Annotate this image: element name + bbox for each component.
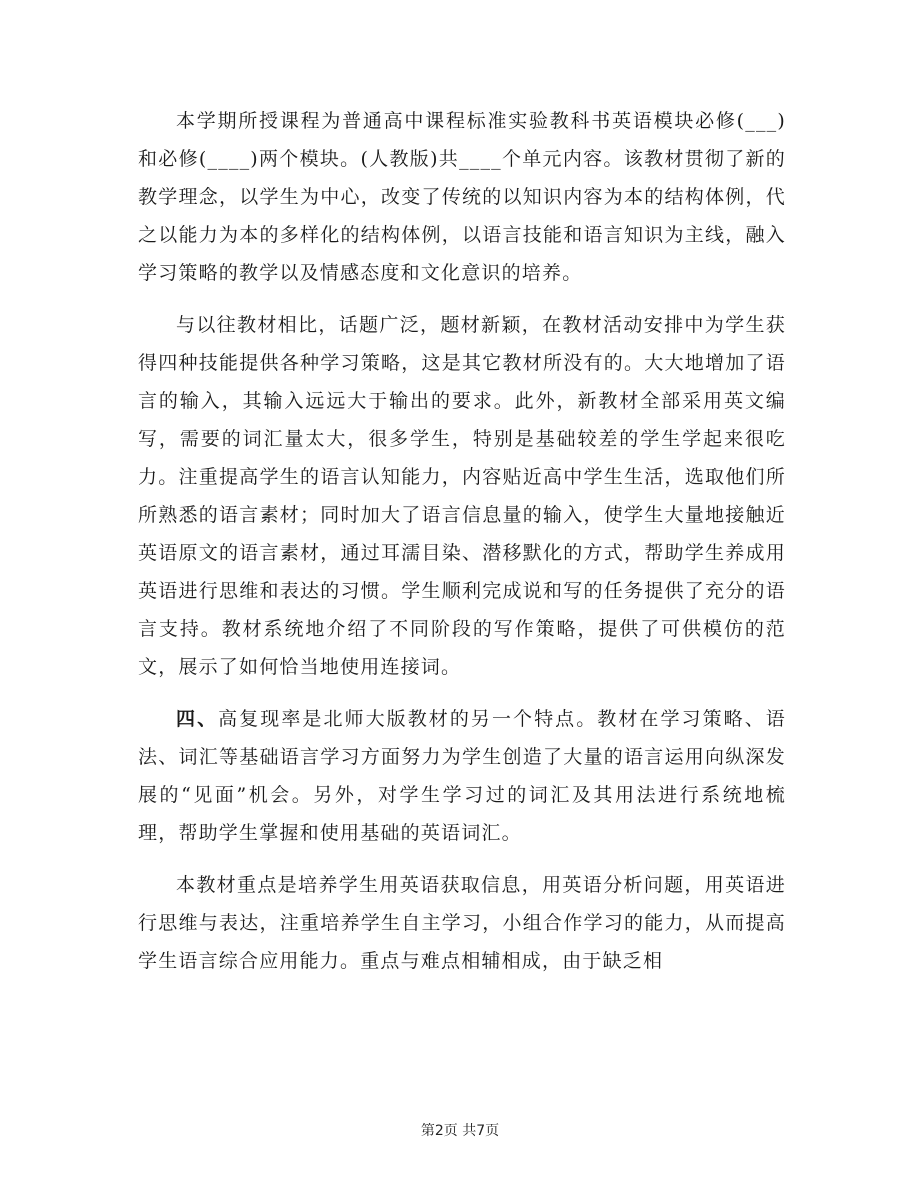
paragraph-course-overview	[138, 102, 786, 292]
section-number: 四、	[176, 708, 219, 730]
paragraph-key-points	[138, 866, 786, 980]
paragraph-comparison	[138, 306, 786, 686]
paragraph-text: 本学期所授课程为普通高中课程标准实验教科书英语模块必修(___)和必修(____)两个模块。(人教版)共____个单元内容。该教材贯彻了新的教学理念，以学生为中心，改变了传统的以知识内容为本的结构体例，代之以能力为本的多样化的结构体例，以语言技能和语言知识为主线，融入学习策略的教学以及情感态度和文化意识的培养。	[138, 110, 786, 284]
paragraph-point-four	[138, 700, 786, 852]
paragraph-text: 与以往教材相比，话题广泛，题材新颖，在教材活动安排中为学生获得四种技能提供各种学习策略，这是其它教材所没有的。大大地增加了语言的输入，其输入远远大于输出的要求。此外，新教材全部采用英文编写，需要的词汇量太大，很多学生，特别是基础较差的学生学起来很吃力。注重提高学生的语言认知能力，内容贴近高中学生生活，选取他们所所熟悉的语言素材；同时加大了语言信息量的输入，使学生大量地接触近英语原文的语言素材，通过耳濡目染、潜移默化的方式，帮助学生养成用英语进行思维和表达的习惯。学生顺利完成说和写的任务提供了充分的语言支持。教材系统地介绍了不同阶段的写作策略，提供了可供模仿的范文，展示了如何恰当地使用连接词。	[138, 314, 786, 678]
paragraph-text: 高复现率是北师大版教材的另一个特点。教材在学习策略、语法、词汇等基础语言学习方面努力为学生创造了大量的语言运用向纵深发展的“见面”机会。另外，对学生学习过的词汇及其用法进行系统地梳理，帮助学生掌握和使用基础的英语词汇。	[138, 708, 787, 844]
page-number-footer: 第2页 共7页	[420, 1123, 500, 1139]
document-body	[138, 102, 786, 994]
paragraph-text: 本教材重点是培养学生用英语获取信息，用英语分析问题，用英语进行思维与表达，注重培养学生自主学习，小组合作学习的能力，从而提高学生语言综合应用能力。重点与难点相辅相成，由于缺乏相	[138, 874, 786, 972]
